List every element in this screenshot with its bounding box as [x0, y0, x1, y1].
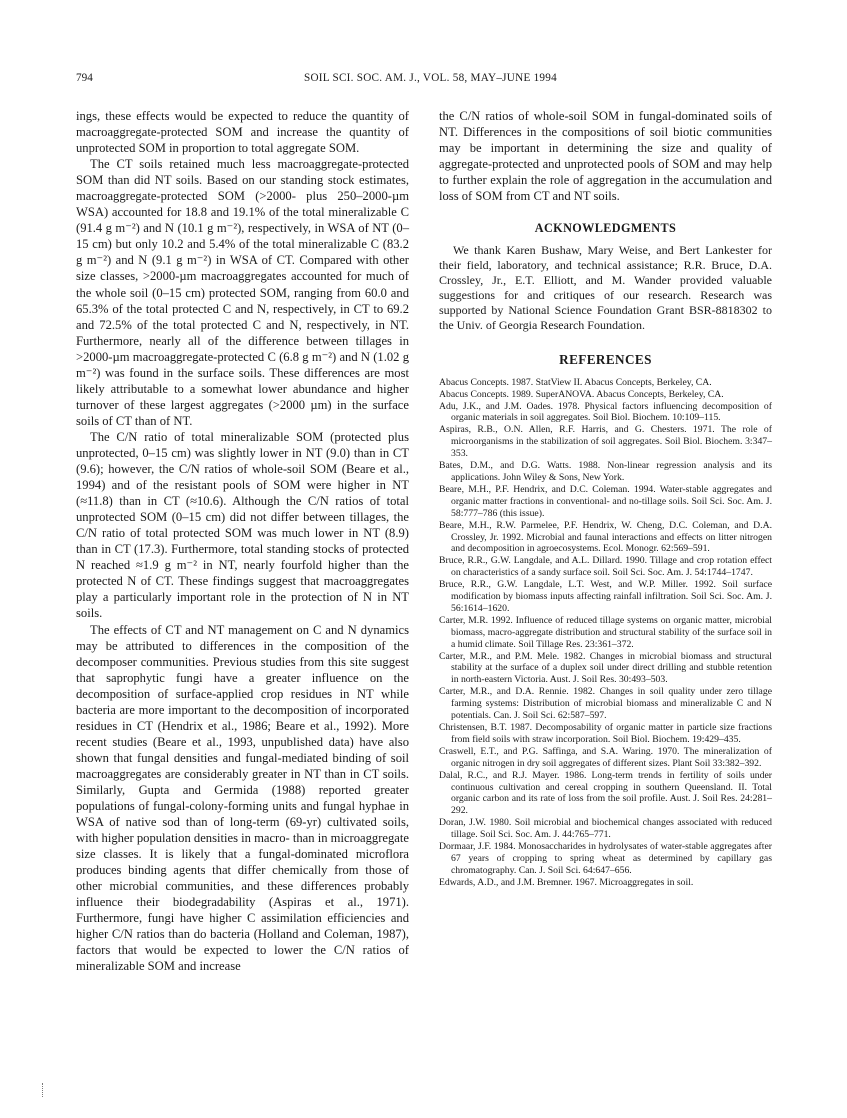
- reference-item: Carter, M.R., and P.M. Mele. 1982. Changes in microbial biomass and structural stability at the surface of a duplex soil under direct drilling and stubble retention in north-eastern Victoria. Aust. J. Soil Res. 30:493–503.: [439, 650, 772, 686]
- reference-item: Abacus Concepts. 1987. StatView II. Abacus Concepts, Berkeley, CA.: [439, 376, 712, 388]
- reference-item: Doran, J.W. 1980. Soil microbial and biochemical changes associated with reduced tillage. Soil Sci. Soc. Am. J. 44:765–771.: [439, 817, 772, 841]
- reference-item: Bruce, R.R., G.W. Langdale, and A.L. Dillard. 1990. Tillage and crop rotation effect on characteristics of a sandy surface soil. Soil Sci. Soc. Am. J. 54:1744–1747.: [439, 555, 772, 579]
- reference-item: Carter, M.R. 1992. Influence of reduced tillage systems on organic matter, microbial biomass, macro-aggregate distribution and structural stability of the surface soil in a humid climate. Soil Tillage Res. 23:361–372.: [439, 614, 772, 650]
- reference-item: Christensen, B.T. 1987. Decomposability of organic matter in particle size fractions from field soils with straw incorporation. Soil Biol. Biochem. 19:429–435.: [439, 722, 772, 745]
- reference-item: Dalal, R.C., and R.J. Mayer. 1986. Long-term trends in fertility of soils under continuous cultivation and cereal cropping in southern Queensland. II. Total organic carbon and its rate of loss from the soil profile. Aust. J. Soil Res. 24:281–292.: [439, 769, 772, 817]
- left-column: [76, 108, 409, 975]
- references-list: [439, 377, 772, 889]
- right-column: [439, 108, 772, 889]
- body-paragraph: ings, these effects would be expected to reduce the quantity of macroaggregate-protected SOM and increase the quantity of unprotected SOM in proportion to total aggregate SOM.: [76, 109, 409, 156]
- body-paragraph: The C/N ratio of total mineralizable SOM (protected plus unprotected, 0–15 cm) was slightly lower in NT (9.0) than in CT (9.6); however, the C/N ratios of whole-soil SOM (Beare et al., 1994) and of the resistant pools of SOM were higher in NT (≈11.8) than in CT (≈10.6). Although the C/N ratios of total unprotected SOM (0–15 cm) did not differ between tillages, the C/N ratio of total protected SOM was much lower in NT (8.9) than in CT (17.3). Furthermore, total standing stocks of protected N reached ≈1.9 g m⁻² in NT, nearly fourfold higher than the protected N of CT. These findings suggest that macroaggregates play a particularly important role in the protection of N in NT soils.: [76, 429, 409, 621]
- reference-item: Edwards, A.D., and J.M. Bremner. 1967. Microaggregates in soil.: [439, 876, 694, 888]
- reference-item: Bates, D.M., and D.G. Watts. 1988. Non-linear regression analysis and its applications. John Wiley & Sons, New York.: [439, 460, 772, 483]
- margin-mark: [42, 1083, 45, 1097]
- reference-item: Dormaar, J.F. 1984. Monosaccharides in hydrolysates of water-stable aggregates after 67 years of cropping to spring wheat as determined by capillary gas chromatography. Can. J. Soil Sci. 64:647–656.: [439, 841, 772, 876]
- reference-item: Bruce, R.R., G.W. Langdale, L.T. West, and W.P. Miller. 1992. Soil surface modification by biomass inputs affecting rainfall infiltration. Soil Sci. Soc. Am. J. 56:1614–1620.: [439, 579, 772, 614]
- reference-item: Abacus Concepts. 1989. SuperANOVA. Abacus Concepts, Berkeley, CA.: [439, 388, 724, 400]
- reference-item: Beare, M.H., P.F. Hendrix, and D.C. Coleman. 1994. Water-stable aggregates and organic matter fractions in conventional- and no-tillage soils. Soil Sci. Soc. Am. J. 58:777–786 (this issue).: [439, 483, 772, 519]
- reference-item: Carter, M.R., and D.A. Rennie. 1982. Changes in soil quality under zero tillage farming systems: Distribution of microbial biomass and mineralizable C and N potentials. Can. J. Soil Sci. 62:587–597.: [439, 686, 772, 722]
- acknowledgments-heading: ACKNOWLEDGMENTS: [534, 221, 677, 236]
- reference-item: Beare, M.H., R.W. Parmelee, P.F. Hendrix, W. Cheng, D.C. Coleman, and D.A. Crossley, Jr. 1992. Microbial and faunal interactions and effects on litter nitrogen and decomposition in agroecosystems. Ecol. Monogr. 62:569–591.: [439, 519, 772, 555]
- page-number: 794: [76, 72, 93, 84]
- body-paragraph: The effects of CT and NT management on C and N dynamics may be attributed to differences in the composition of the decomposer communities. Previous studies from this site suggest that saprophytic fungi have a greater influence on the decomposition of surface-applied crop residues in NT while bacteria are more important to the decomposition of incorporated residues in CT (Hendrix et al., 1986; Beare et al., 1992). More recent studies (Beare et al., 1993, unpublished data) have also shown that fungal densities and fungal-mediated binding of soil macroaggregates are considerably greater in NT than in CT soils. Similarly, Gupta and Germida (1988) reported greater populations of fungal-colony-forming units and fungal hyphae in WSA of native sod than of long-term (69-yr) cultivated soils, with higher population densities in macro- than in microaggregate size classes. It is likely that a fungal-dominated microflora produces binding agents that differ chemically from those of other microbial communities, and these differences probably influence their biodegradability (Aspiras et al., 1971). Furthermore, fungi have higher C assimilation efficiencies and higher C/N ratios than do bacteria (Holland and Coleman, 1987), factors that would be expected to lower the C/N ratios of mineralizable SOM and increase: [76, 622, 409, 974]
- reference-item: Craswell, E.T., and P.G. Saffinga, and S.A. Waring. 1970. The mineralization of organic nitrogen in dry soil aggregates of different sizes. Plant Soil 33:382–392.: [439, 745, 772, 769]
- running-head: SOIL SCI. SOC. AM. J., VOL. 58, MAY–JUNE 1994: [304, 72, 557, 84]
- reference-item: Adu, J.K., and J.M. Oades. 1978. Physical factors influencing decomposition of organic materials in soil aggregates. Soil Biol. Biochem. 10:109–115.: [439, 400, 772, 424]
- body-paragraph-continuation: the C/N ratios of whole-soil SOM in fungal-dominated soils of NT. Differences in the compositions of soil biotic communities may be important in determining the size and quality of aggregate-protected and unprotected pools of SOM and may help to further explain the role of aggregation in the accumulation and loss of SOM from CT and NT soils.: [439, 109, 772, 204]
- body-paragraph: The CT soils retained much less macroaggregate-protected SOM than did NT soils. Based on our standing stock estimates, macroaggregate-protected SOM (>2000- plus 250–2000-µm WSA) accounted for 18.8 and 19.1% of the total mineralizable C (91.4 g m⁻²) and N (10.1 g m⁻²), respectively, in WSA of NT (0–15 cm) but only 10.2 and 5.4% of the total mineralizable C (83.2 g m⁻²) and N (9.1 g m⁻²) in WSA of CT. Compared with other size classes, >2000-µm macroaggregates accounted for much of the whole soil (0–15 cm) protected SOM, ranging from 60.0 and 65.3% of the total protected C and N, respectively, in CT to 69.2 and 72.5% of the total protected C and N, respectively, in NT. Furthermore, nearly all of the difference between tillages in >2000-µm macroaggregate-protected C (6.8 g m⁻²) and N (1.02 g m⁻²) was found in the surface soils. These differences are most likely attributable to a somewhat lower abundance and higher turnover of these largest aggregates (>2000 µm) in the surface soils of CT than of NT.: [76, 157, 409, 428]
- reference-item: Aspiras, R.B., O.N. Allen, R.F. Harris, and G. Chesters. 1971. The role of microorganisms in the stabilization of soil aggregates. Soil Biol. Biochem. 3:347–353.: [439, 424, 772, 460]
- references-heading: REFERENCES: [559, 351, 652, 367]
- page-header: [76, 72, 771, 88]
- acknowledgments-text: We thank Karen Bushaw, Mary Weise, and Bert Lankester for their field, laboratory, and technical assistance; R.R. Bruce, D.A. Crossley, Jr., E.T. Elliott, and M. Wander provided valuable suggestions for and critiques of our research. Research was supported by National Science Foundation Grant BSR-8818302 to the Univ. of Georgia Research Foundation.: [439, 243, 772, 332]
